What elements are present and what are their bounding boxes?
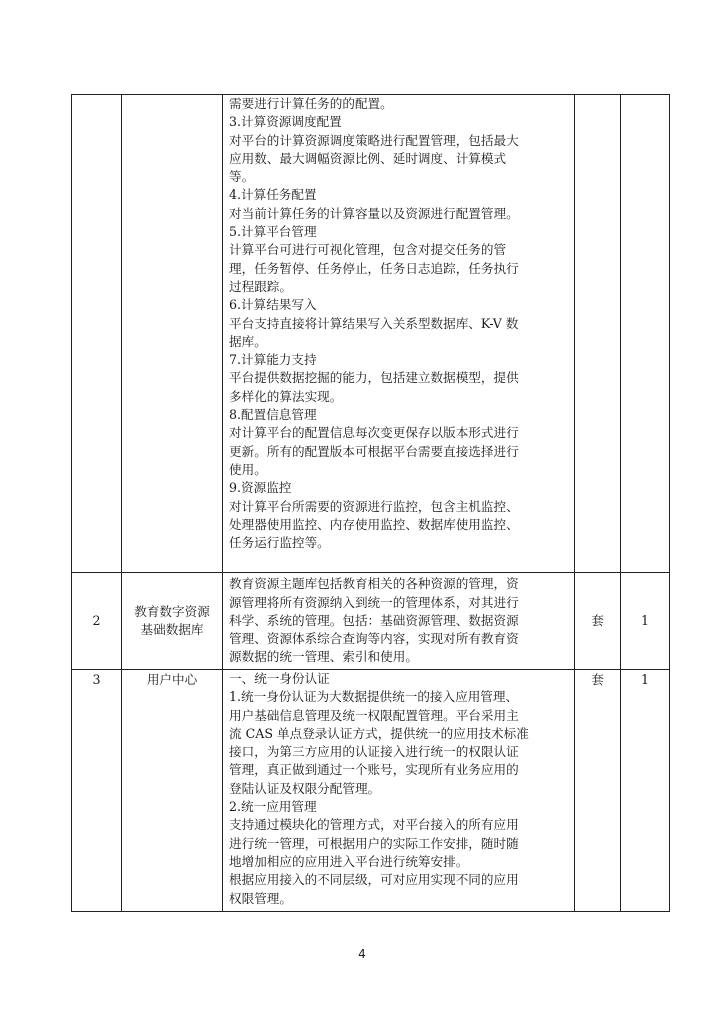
- desc-line: 对计算平台所需要的资源进行监控，包含主机监控、: [229, 498, 519, 514]
- desc-line: 1.统一身份认证为大数据提供统一的接入应用管理、: [229, 689, 519, 705]
- row-number: 3: [72, 670, 122, 912]
- name-line: 用户中心: [146, 672, 198, 687]
- desc-line: 等。: [229, 169, 255, 185]
- desc-line: 管理、资源体系综合查询等内容，实现对所有教育资: [229, 631, 519, 647]
- item-name: [122, 573, 223, 670]
- item-quantity: [621, 95, 670, 573]
- page-number: 4: [358, 947, 366, 961]
- table-row: [72, 95, 670, 573]
- desc-line: 据库。: [229, 333, 267, 349]
- desc-line: 处理器使用监控、内存使用监控、数据库使用监控、: [229, 516, 519, 532]
- desc-line: 使用。: [229, 461, 267, 477]
- desc-line: 过程跟踪。: [229, 278, 292, 294]
- desc-line: 用户基础信息管理及统一权限配置管理。平台采用主: [229, 707, 519, 723]
- item-name: [122, 670, 223, 912]
- desc-line: 应用数、最大调幅资源比例、延时调度、计算模式: [229, 150, 507, 166]
- row-number: 2: [72, 573, 122, 670]
- name-line: 基础数据库: [140, 622, 204, 637]
- desc-line: 科学、系统的管理。包括：基础资源管理、数据资源: [229, 612, 519, 628]
- table-row: [72, 670, 670, 912]
- table-row: [72, 573, 670, 670]
- desc-line: 管理，真正做到通过一个账号，实现所有业务应用的: [229, 762, 519, 778]
- desc-line: 9.资源监控: [229, 480, 292, 496]
- desc-line: 地增加相应的应用进入平台进行统筹安排。: [229, 853, 469, 869]
- desc-line: 8.配置信息管理: [229, 407, 317, 423]
- spec-table: [71, 94, 670, 912]
- desc-line: 一、统一身份认证: [229, 671, 330, 686]
- desc-line: 进行统一管理，可根据用户的实际工作安排，随时随: [229, 835, 519, 851]
- desc-line: 流 CAS 单点登录认证方式，提供统一的应用技术标准: [229, 725, 529, 741]
- name-line: 教育数字资源: [134, 603, 210, 619]
- item-quantity: 1: [621, 573, 670, 670]
- desc-line: 接口，为第三方应用的认证接入进行统一的权限认证: [229, 744, 519, 760]
- item-description: [223, 573, 575, 670]
- desc-line: 支持通过模块化的管理方式，对平台接入的所有应用: [229, 817, 519, 833]
- item-quantity: 1: [621, 670, 670, 912]
- item-name: [122, 95, 223, 573]
- desc-line: 7.计算能力支持: [229, 352, 317, 368]
- desc-line: 对当前计算任务的计算容量以及资源进行配置管理。: [229, 205, 519, 221]
- desc-line: 平台支持直接将计算结果写入关系型数据库、K-V 数: [229, 315, 519, 331]
- desc-line: 理，任务暂停、任务停止，任务日志追踪，任务执行: [229, 260, 519, 276]
- item-unit: 套: [575, 573, 621, 670]
- desc-line: 源管理将所有资源纳入到统一的管理体系，对其进行: [229, 594, 519, 610]
- desc-line: 2.统一应用管理: [229, 799, 317, 815]
- item-description: [223, 670, 575, 912]
- desc-line: 源数据的统一管理、索引和使用。: [229, 649, 418, 665]
- desc-line: 需要进行计算任务的的配置。: [229, 96, 393, 111]
- desc-line: 任务运行监控等。: [229, 535, 330, 551]
- desc-line: 权限管理。: [229, 890, 292, 906]
- desc-line: 5.计算平台管理: [229, 224, 317, 240]
- desc-line: 更新。所有的配置版本可根据平台需要直接选择进行: [229, 443, 519, 459]
- desc-line: 计算平台可进行可视化管理，包含对提交任务的管: [229, 242, 507, 258]
- desc-line: 教育资源主题库包括教育相关的各种资源的管理，资: [229, 576, 519, 592]
- desc-line: 6.计算结果写入: [229, 297, 317, 313]
- item-unit: 套: [575, 670, 621, 912]
- desc-line: 4.计算任务配置: [229, 187, 317, 203]
- item-description: [223, 95, 575, 573]
- desc-line: 对平台的计算资源调度策略进行配置管理，包括最大: [229, 132, 519, 148]
- desc-line: 3.计算资源调度配置: [229, 114, 342, 130]
- desc-line: 登陆认证及权限分配管理。: [229, 780, 381, 796]
- desc-line: 对计算平台的配置信息每次变更保存以版本形式进行: [229, 425, 519, 441]
- desc-line: 根据应用接入的不同层级，可对应用实现不同的应用: [229, 872, 519, 888]
- item-unit: [575, 95, 621, 573]
- desc-line: 平台提供数据挖掘的能力，包括建立数据模型，提供: [229, 370, 519, 386]
- row-number: [72, 95, 122, 573]
- desc-line: 多样化的算法实现。: [229, 388, 343, 404]
